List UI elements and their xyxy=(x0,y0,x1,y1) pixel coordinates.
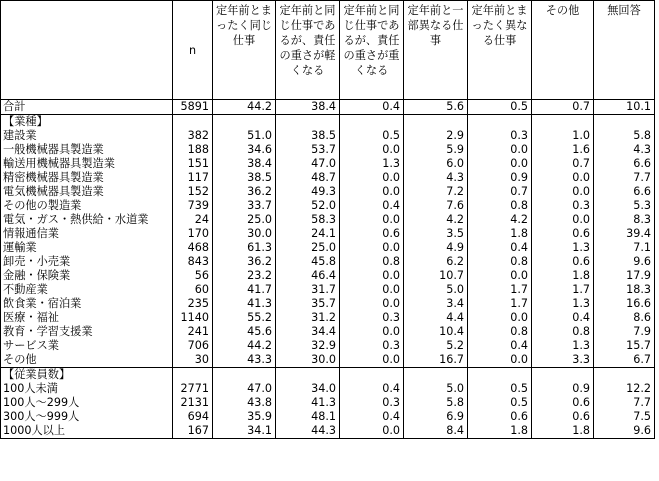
table-row xyxy=(1,185,655,199)
table-cell: 0.6 xyxy=(532,410,594,424)
table-cell: 0.0 xyxy=(340,269,404,283)
table-cell: 6.2 xyxy=(404,255,468,269)
table-cell: 1.8 xyxy=(532,424,594,439)
table-cell: 0.0 xyxy=(340,185,404,199)
table-cell: 2.9 xyxy=(404,129,468,143)
table-cell: 0.0 xyxy=(468,157,532,171)
table-cell: 7.5 xyxy=(594,410,655,424)
table-cell: 31.7 xyxy=(276,283,340,297)
table-cell: 2131 xyxy=(173,396,213,410)
table-cell: 36.2 xyxy=(213,255,276,269)
table-row xyxy=(1,353,655,368)
table-cell: 24.1 xyxy=(276,227,340,241)
table-cell xyxy=(468,115,532,130)
table-cell: 170 xyxy=(173,227,213,241)
table-cell: 0.4 xyxy=(340,410,404,424)
table-cell: 0.5 xyxy=(340,129,404,143)
table-cell: 5.8 xyxy=(404,396,468,410)
table-cell: 0.0 xyxy=(468,269,532,283)
table-row xyxy=(1,297,655,311)
table-row xyxy=(1,339,655,353)
table-cell: 0.5 xyxy=(468,100,532,115)
table-row xyxy=(1,241,655,255)
row-label: その他の製造業 xyxy=(1,199,173,213)
table-cell: 35.7 xyxy=(276,297,340,311)
table-cell: 6.9 xyxy=(404,410,468,424)
row-label: 不動産業 xyxy=(1,283,173,297)
table-cell: 0.8 xyxy=(468,199,532,213)
table-cell xyxy=(468,368,532,383)
table-cell xyxy=(213,368,276,383)
table-cell: 38.5 xyxy=(213,171,276,185)
table-row xyxy=(1,382,655,396)
table-cell: 1.7 xyxy=(532,283,594,297)
table-cell: 10.7 xyxy=(404,269,468,283)
table-cell xyxy=(532,368,594,383)
table-cell: 1.8 xyxy=(468,227,532,241)
table-cell: 0.3 xyxy=(340,396,404,410)
table-cell: 8.6 xyxy=(594,311,655,325)
table-cell: 1.3 xyxy=(532,297,594,311)
table-cell: 46.4 xyxy=(276,269,340,283)
table-row xyxy=(1,227,655,241)
table-cell: 43.3 xyxy=(213,353,276,368)
table-cell: 38.4 xyxy=(213,157,276,171)
table-cell: 15.7 xyxy=(594,339,655,353)
table-cell: 0.0 xyxy=(468,143,532,157)
header-cell: n xyxy=(173,1,213,100)
table-row xyxy=(1,311,655,325)
table-cell xyxy=(173,368,213,383)
table-cell: 0.7 xyxy=(532,157,594,171)
row-label: 教育・学習支援業 xyxy=(1,325,173,339)
table-cell: 48.7 xyxy=(276,171,340,185)
table-row xyxy=(1,157,655,171)
table-cell: 0.3 xyxy=(340,339,404,353)
table-cell: 7.7 xyxy=(594,396,655,410)
table-cell: 7.9 xyxy=(594,325,655,339)
table-cell: 6.6 xyxy=(594,185,655,199)
table-cell: 382 xyxy=(173,129,213,143)
table-cell: 0.9 xyxy=(468,171,532,185)
table-cell: 38.5 xyxy=(276,129,340,143)
table-cell: 7.2 xyxy=(404,185,468,199)
table-cell: 25.0 xyxy=(213,213,276,227)
table-cell xyxy=(340,368,404,383)
table-cell xyxy=(532,115,594,130)
table-cell xyxy=(173,115,213,130)
table-cell: 32.9 xyxy=(276,339,340,353)
table-cell: 9.6 xyxy=(594,255,655,269)
table-row xyxy=(1,410,655,424)
row-label: 電気機械器具製造業 xyxy=(1,185,173,199)
row-label: 金融・保険業 xyxy=(1,269,173,283)
table-cell xyxy=(276,115,340,130)
table-cell: 0.0 xyxy=(340,424,404,439)
table-row xyxy=(1,199,655,213)
table-cell: 41.3 xyxy=(276,396,340,410)
table-cell: 1.3 xyxy=(340,157,404,171)
table-cell: 18.3 xyxy=(594,283,655,297)
table-cell: 0.4 xyxy=(340,199,404,213)
table-cell: 5.6 xyxy=(404,100,468,115)
table-cell: 47.0 xyxy=(276,157,340,171)
table-cell: 4.4 xyxy=(404,311,468,325)
table-cell: 39.4 xyxy=(594,227,655,241)
table-cell: 17.9 xyxy=(594,269,655,283)
table-cell: 4.3 xyxy=(594,143,655,157)
table-cell: 10.4 xyxy=(404,325,468,339)
section-title: 【従業員数】 xyxy=(1,368,173,383)
table-cell: 0.3 xyxy=(340,311,404,325)
row-label: 医療・福祉 xyxy=(1,311,173,325)
table-cell: 34.1 xyxy=(213,424,276,439)
section-title-row xyxy=(1,115,655,130)
table-cell: 5.3 xyxy=(594,199,655,213)
row-label: 300人～999人 xyxy=(1,410,173,424)
table-cell: 38.4 xyxy=(276,100,340,115)
row-label: 運輸業 xyxy=(1,241,173,255)
table-cell: 1.7 xyxy=(468,297,532,311)
row-label: 精密機械器具製造業 xyxy=(1,171,173,185)
header-cell: 定年前と一部異なる仕事 xyxy=(404,1,468,100)
table-cell: 5.9 xyxy=(404,143,468,157)
row-label: 飲食業・宿泊業 xyxy=(1,297,173,311)
table-cell: 188 xyxy=(173,143,213,157)
row-label: 100人～299人 xyxy=(1,396,173,410)
table-cell: 1.0 xyxy=(532,129,594,143)
table-cell: 0.4 xyxy=(340,100,404,115)
table-cell: 0.0 xyxy=(340,353,404,368)
table-cell: 35.9 xyxy=(213,410,276,424)
table-cell: 60 xyxy=(173,283,213,297)
table-cell: 30 xyxy=(173,353,213,368)
table-cell: 10.1 xyxy=(594,100,655,115)
table-cell: 3.4 xyxy=(404,297,468,311)
table-cell: 0.8 xyxy=(532,325,594,339)
table-cell: 53.7 xyxy=(276,143,340,157)
table-cell: 52.0 xyxy=(276,199,340,213)
table-cell: 0.6 xyxy=(532,396,594,410)
row-label: 輸送用機械器具製造業 xyxy=(1,157,173,171)
table-cell: 117 xyxy=(173,171,213,185)
table-cell: 0.0 xyxy=(340,325,404,339)
table-cell: 0.0 xyxy=(532,171,594,185)
table-row xyxy=(1,325,655,339)
table-cell: 47.0 xyxy=(213,382,276,396)
table-cell: 45.8 xyxy=(276,255,340,269)
row-label: 電気・ガス・熱供給・水道業 xyxy=(1,213,173,227)
table-cell: 44.3 xyxy=(276,424,340,439)
table-cell: 0.0 xyxy=(340,241,404,255)
table-cell: 7.6 xyxy=(404,199,468,213)
table-cell: 41.3 xyxy=(213,297,276,311)
table-cell: 0.0 xyxy=(532,213,594,227)
table-cell: 0.3 xyxy=(532,199,594,213)
table-cell: 36.2 xyxy=(213,185,276,199)
table-cell: 0.4 xyxy=(468,241,532,255)
table-cell: 2771 xyxy=(173,382,213,396)
table-cell: 1.7 xyxy=(468,283,532,297)
table-cell xyxy=(213,115,276,130)
table-cell xyxy=(594,368,655,383)
header-cell xyxy=(1,1,173,100)
table-cell: 0.0 xyxy=(340,143,404,157)
row-label: 卸売・小売業 xyxy=(1,255,173,269)
table-cell: 0.0 xyxy=(340,171,404,185)
table-cell: 0.0 xyxy=(340,297,404,311)
table-cell: 0.8 xyxy=(340,255,404,269)
table-row xyxy=(1,269,655,283)
table-cell: 1.6 xyxy=(532,143,594,157)
table-cell: 151 xyxy=(173,157,213,171)
table-cell: 31.2 xyxy=(276,311,340,325)
header-cell: 定年前と同じ仕事であるが、責任の重さが重くなる xyxy=(340,1,404,100)
table-cell: 0.0 xyxy=(468,311,532,325)
table-cell xyxy=(404,368,468,383)
table-cell: 9.6 xyxy=(594,424,655,439)
header-cell: 定年前とまったく異なる仕事 xyxy=(468,1,532,100)
table-cell: 0.6 xyxy=(532,227,594,241)
table-row xyxy=(1,396,655,410)
table-cell: 4.9 xyxy=(404,241,468,255)
table-cell: 7.7 xyxy=(594,171,655,185)
table-cell: 51.0 xyxy=(213,129,276,143)
section-title-row xyxy=(1,368,655,383)
table-cell: 44.2 xyxy=(213,100,276,115)
table-cell: 5.0 xyxy=(404,283,468,297)
header-cell: その他 xyxy=(532,1,594,100)
table-cell: 235 xyxy=(173,297,213,311)
table-cell: 8.4 xyxy=(404,424,468,439)
table-cell: 58.3 xyxy=(276,213,340,227)
table-cell: 1140 xyxy=(173,311,213,325)
table-cell: 24 xyxy=(173,213,213,227)
table-cell: 34.6 xyxy=(213,143,276,157)
table-cell: 1.3 xyxy=(532,339,594,353)
table-cell: 45.6 xyxy=(213,325,276,339)
table-row xyxy=(1,213,655,227)
table-cell: 0.0 xyxy=(340,283,404,297)
header-cell: 無回答 xyxy=(594,1,655,100)
table-cell: 30.0 xyxy=(213,227,276,241)
table-cell: 0.0 xyxy=(468,353,532,368)
table-cell xyxy=(340,115,404,130)
table-cell: 44.2 xyxy=(213,339,276,353)
table-cell: 12.2 xyxy=(594,382,655,396)
row-label: 100人未満 xyxy=(1,382,173,396)
table-cell: 8.3 xyxy=(594,213,655,227)
table-row xyxy=(1,143,655,157)
table-row xyxy=(1,255,655,269)
table-cell: 5.2 xyxy=(404,339,468,353)
table-cell: 0.7 xyxy=(532,100,594,115)
table-cell: 468 xyxy=(173,241,213,255)
table-cell xyxy=(276,368,340,383)
table-cell: 0.6 xyxy=(532,255,594,269)
table-cell: 5891 xyxy=(173,100,213,115)
row-label: 一般機械器具製造業 xyxy=(1,143,173,157)
table-cell: 7.1 xyxy=(594,241,655,255)
row-label: その他 xyxy=(1,353,173,368)
table-cell: 49.3 xyxy=(276,185,340,199)
table-cell: 48.1 xyxy=(276,410,340,424)
table-cell: 3.3 xyxy=(532,353,594,368)
table-cell: 5.8 xyxy=(594,129,655,143)
row-label: 情報通信業 xyxy=(1,227,173,241)
table-cell: 56 xyxy=(173,269,213,283)
table-cell: 6.7 xyxy=(594,353,655,368)
table-cell: 0.0 xyxy=(340,213,404,227)
table-cell: 843 xyxy=(173,255,213,269)
table-cell: 61.3 xyxy=(213,241,276,255)
table-cell xyxy=(594,115,655,130)
table-cell: 43.8 xyxy=(213,396,276,410)
table-cell: 1.8 xyxy=(468,424,532,439)
header-row xyxy=(1,1,655,100)
row-label: 建設業 xyxy=(1,129,173,143)
table-cell: 55.2 xyxy=(213,311,276,325)
table-cell: 5.0 xyxy=(404,382,468,396)
table-cell: 33.7 xyxy=(213,199,276,213)
table-cell: 241 xyxy=(173,325,213,339)
table-row xyxy=(1,424,655,439)
table-cell xyxy=(404,115,468,130)
table-cell: 4.3 xyxy=(404,171,468,185)
table-cell: 0.3 xyxy=(468,129,532,143)
table-cell: 706 xyxy=(173,339,213,353)
table-cell: 16.7 xyxy=(404,353,468,368)
table-cell: 0.6 xyxy=(468,410,532,424)
table-row xyxy=(1,171,655,185)
table-cell: 23.2 xyxy=(213,269,276,283)
table-cell: 0.7 xyxy=(468,185,532,199)
table-cell: 6.0 xyxy=(404,157,468,171)
table-cell: 6.6 xyxy=(594,157,655,171)
table-cell: 41.7 xyxy=(213,283,276,297)
table-row xyxy=(1,283,655,297)
table-cell: 0.5 xyxy=(468,396,532,410)
table-cell: 1.8 xyxy=(532,269,594,283)
table-cell: 4.2 xyxy=(404,213,468,227)
table-cell: 30.0 xyxy=(276,353,340,368)
table-cell: 0.0 xyxy=(532,185,594,199)
table-cell: 0.4 xyxy=(340,382,404,396)
table-cell: 0.8 xyxy=(468,325,532,339)
table-cell: 1.3 xyxy=(532,241,594,255)
table-cell: 167 xyxy=(173,424,213,439)
table-cell: 3.5 xyxy=(404,227,468,241)
table-row xyxy=(1,129,655,143)
table-cell: 0.4 xyxy=(532,311,594,325)
table-cell: 694 xyxy=(173,410,213,424)
row-label: 1000人以上 xyxy=(1,424,173,439)
table-cell: 16.6 xyxy=(594,297,655,311)
table-cell: 152 xyxy=(173,185,213,199)
table-cell: 34.0 xyxy=(276,382,340,396)
row-label: サービス業 xyxy=(1,339,173,353)
table-cell: 0.6 xyxy=(340,227,404,241)
table-cell: 4.2 xyxy=(468,213,532,227)
table-cell: 0.8 xyxy=(468,255,532,269)
table-cell: 0.4 xyxy=(468,339,532,353)
total-row xyxy=(1,100,655,115)
header-cell: 定年前と同じ仕事であるが、責任の重さが軽くなる xyxy=(276,1,340,100)
table-cell: 0.9 xyxy=(532,382,594,396)
row-label: 合計 xyxy=(1,100,173,115)
header-cell: 定年前とまったく同じ仕事 xyxy=(213,1,276,100)
section-title: 【業種】 xyxy=(1,115,173,130)
table-cell: 25.0 xyxy=(276,241,340,255)
table-cell: 34.4 xyxy=(276,325,340,339)
table-cell: 739 xyxy=(173,199,213,213)
table-cell: 0.5 xyxy=(468,382,532,396)
